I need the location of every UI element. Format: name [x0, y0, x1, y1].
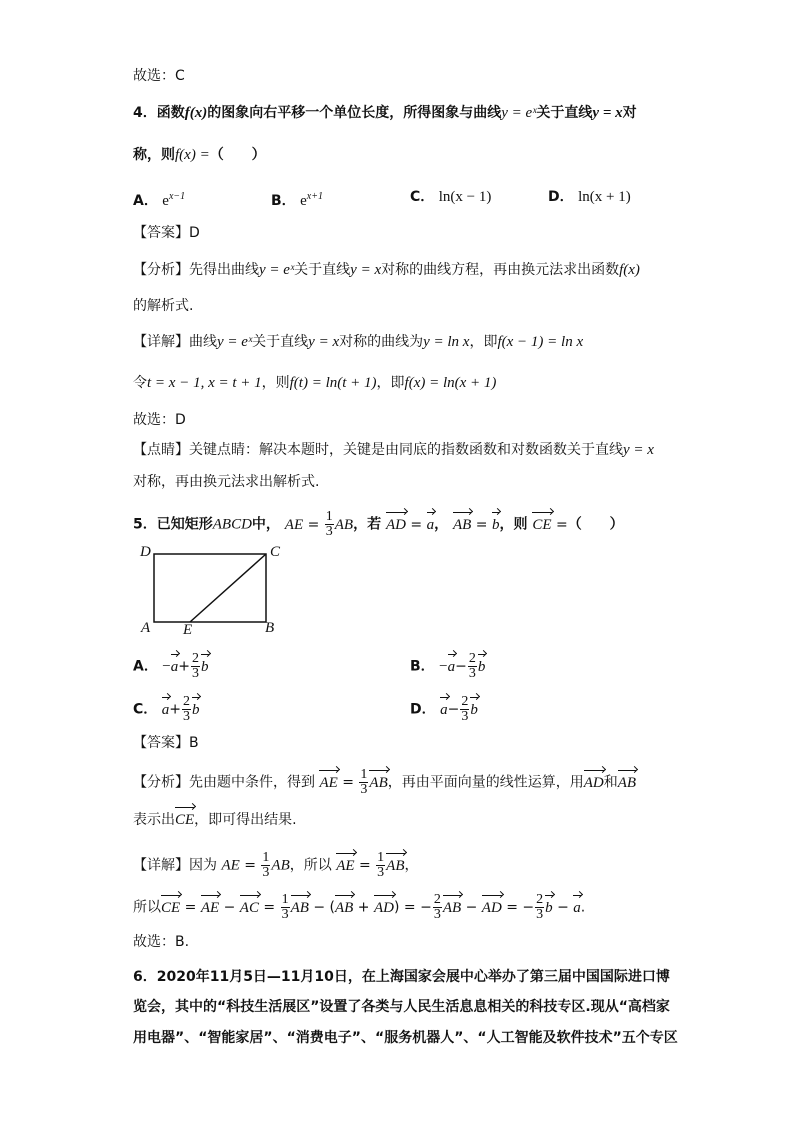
q5-od-a: a: [440, 701, 448, 718]
label-a: A: [141, 620, 151, 636]
question-6-line-1: 6．2020年11月5日—11月10日，在上海国家会展中心举办了第三届中国国际进口博: [133, 969, 670, 985]
q5-dv-ad2: AD: [481, 899, 502, 916]
q4-comment-tag: 【点睛】: [133, 442, 189, 458]
q5-option-b: B． −a− $\frac{2}{3}$ b: [410, 651, 486, 681]
q4-analysis-b: 关于直线: [294, 262, 351, 278]
q4-substitution: [133, 373, 496, 393]
q5-dv-ad1: AD: [373, 899, 394, 916]
q5-de-ae: AE: [221, 857, 240, 874]
question-5: [133, 510, 624, 539]
q4-analysis-yx: y = x: [350, 262, 382, 278]
q4-comment-yx: y = x: [623, 442, 654, 458]
q5-dv-n1: 1: [281, 892, 289, 907]
q4-option-b-label: B．: [271, 193, 296, 209]
label-d: D: [140, 544, 151, 560]
q4-math-yex: y = eˣ: [501, 105, 537, 121]
q4-sub-c: ，即: [376, 375, 405, 391]
q5-option-a-label: A．: [133, 658, 158, 675]
q4-detail-a: 曲线: [189, 334, 217, 350]
q5-text-d: ，: [434, 516, 449, 533]
q5-option-d: D． a− $\frac{2}{3}$ b: [410, 694, 478, 724]
q5-analysis-tag: 【分析】: [133, 774, 189, 791]
q4-detail-d: ，即: [469, 334, 498, 350]
q4-text-a: 4．函数: [133, 105, 185, 121]
q5-text-e: ，则: [499, 516, 528, 533]
q5-analysis-c: 和: [603, 774, 618, 791]
q4-text-f: （ ）: [209, 147, 266, 163]
q4-option-a: [133, 187, 185, 211]
q4-option-c: [410, 187, 491, 207]
q5-de-ab: AB: [271, 857, 290, 874]
q5-od-b: b: [470, 701, 478, 718]
q4-analysis-line-2: 的解析式.: [133, 298, 194, 314]
q5-dv-ab1: AB: [290, 899, 309, 916]
q5-oc-den: 3: [182, 709, 190, 724]
q5-text-a: 5．已知矩形: [133, 516, 213, 533]
q5-an-den: 3: [360, 782, 368, 797]
q5-an-ce: CE: [175, 812, 195, 828]
q4-analysis-a: 先得出曲线: [189, 262, 259, 278]
q4-option-a-val: e: [162, 193, 169, 209]
q4-sub-fx: f(x) = ln(x + 1): [404, 375, 497, 391]
answer-choice-prev: 故选：C: [133, 68, 185, 84]
q5-analysis-d: 表示出: [133, 812, 175, 828]
q4-detail-flnx: f(x − 1) = ln x: [497, 334, 584, 350]
question-4-line-2: [133, 145, 266, 165]
q4-text-d: 对: [622, 105, 637, 121]
q5-abcd: ABCD: [212, 516, 252, 533]
q5-vec-b: b: [491, 516, 500, 533]
q4-choice: 故选：D: [133, 412, 186, 428]
q4-detail-yx: y = x: [308, 334, 340, 350]
q5-dv-ce: CE: [161, 899, 181, 916]
q5-de-den: 3: [262, 865, 270, 880]
q5-detail-a: 因为: [189, 857, 217, 874]
q5-an-num: 1: [360, 767, 368, 782]
q4-option-b: [271, 187, 323, 211]
q5-frac-den: 3: [325, 524, 333, 539]
q5-ae-eq: AE = $\frac{1}{3}$ AB: [284, 509, 354, 539]
q5-oc-b: b: [191, 701, 200, 718]
q5-vec-ad: AD: [385, 516, 406, 533]
q5-derivation-label: 所以: [133, 899, 161, 916]
q4-analysis-yex: y = eˣ: [259, 262, 295, 278]
q4-math-fx: f(x): [184, 105, 208, 121]
q5-dv-ae: AE: [200, 899, 220, 916]
q5-dv-n3: 2: [536, 892, 544, 907]
q4-sub-t: t = x − 1, x = t + 1: [147, 375, 262, 391]
q5-ob-a: a: [447, 658, 456, 675]
q4-option-d: [548, 187, 631, 207]
q5-ae: AE: [284, 516, 304, 533]
q4-answer: 【答案】D: [133, 225, 200, 241]
q4-option-a-label: A．: [133, 193, 158, 209]
q5-dv-ab2: AB: [335, 899, 354, 916]
q5-de-vae: AE: [336, 857, 355, 874]
q5-ob-b: b: [477, 658, 486, 675]
question-6-line-2: 览会，其中的“科技生活展区”设置了各类与人民生活息息相关的科技专区.现从“高档家: [133, 999, 670, 1015]
q5-analysis: 【分析】先由题中条件，得到 AE = $\frac{1}{3}$ AB，再由平面向量的线性运算，用AD和AB: [133, 767, 637, 797]
q4-analysis: [133, 260, 640, 280]
q5-derivation: 所以CE = AE − AC = $\frac{1}{3}$ AB − (AB + AD) = − $\frac{2}{3}$ AB − AD = − $\frac{2}{3}$ b − a.: [133, 892, 586, 922]
q5-vec-ab: AB: [452, 516, 472, 533]
q4-option-c-label: C．: [410, 189, 435, 205]
q4-analysis-tag: 【分析】: [133, 262, 189, 278]
q4-option-c-val: ln(x − 1): [438, 189, 492, 205]
q5-text-f: （ ）: [567, 516, 624, 533]
q5-ob-num: 2: [468, 651, 476, 666]
q4-sub-a: 令: [133, 375, 147, 391]
q5-de-den2: 3: [377, 865, 385, 880]
q5-text-b: 中，: [251, 516, 280, 533]
q5-answer: 【答案】B: [133, 735, 199, 751]
q5-dv-d2: 3: [433, 907, 441, 922]
question-6-line-3: 用电器”、“智能家居”、“消费电子”、“服务机器人”、“人工智能及软件技术”五个专区: [133, 1030, 678, 1046]
q5-ab: AB: [334, 516, 354, 533]
q4-math-fxeq: f(x) =: [175, 147, 210, 163]
q5-detail-c: ，: [404, 857, 419, 874]
q5-de-num2: 1: [377, 850, 385, 865]
q4-analysis-fx: f(x): [619, 262, 640, 278]
q4-option-d-val: ln(x + 1): [578, 189, 631, 205]
q5-option-d-label: D．: [410, 701, 436, 718]
q5-dv-d1: 3: [281, 907, 289, 922]
label-c: C: [270, 544, 281, 560]
q5-od-den: 3: [461, 709, 469, 724]
q5-text-c: ，若: [353, 516, 382, 533]
q5-dv-a: a: [573, 899, 581, 916]
q5-analysis-b: ，再由平面向量的线性运算，用: [387, 774, 584, 791]
q5-vec-a: a: [426, 516, 435, 533]
q5-de-num: 1: [262, 850, 270, 865]
q5-oa-a: a: [170, 658, 179, 675]
q4-option-b-sup: x+1: [306, 191, 323, 202]
q5-dv-ac: AC: [239, 899, 259, 916]
q5-ad-eq: AD = a: [385, 516, 435, 533]
q4-text-e: 称，则: [133, 147, 175, 163]
q5-ce-eq: CE =: [532, 516, 568, 533]
q4-sub-b: ，则: [261, 375, 290, 391]
q5-vec-ce: CE: [532, 516, 552, 533]
q5-an-ad: AD: [583, 774, 604, 791]
q5-detail-tag: 【详解】: [133, 857, 189, 874]
q5-analysis-line-2: [133, 810, 297, 830]
q5-oa-num: 2: [192, 651, 199, 666]
q4-detail-b: 关于直线: [252, 334, 309, 350]
q5-option-c: C． a+ $\frac{2}{3}$ b: [133, 694, 200, 724]
q4-detail-ylnx: y = ln x: [423, 334, 470, 350]
q5-frac-num: 1: [325, 509, 333, 524]
q5-ob-den: 3: [468, 666, 476, 681]
q5-de-vab: AB: [386, 857, 405, 874]
q5-oa-b: b: [201, 658, 209, 675]
q5-analysis-e: ，即可得出结果.: [194, 812, 297, 828]
q5-od-num: 2: [461, 694, 469, 709]
q4-option-b-val: e: [300, 193, 307, 209]
q5-an-ab: AB: [369, 774, 388, 791]
q4-detail-yex: y = eˣ: [217, 334, 253, 350]
q4-sub-ft: f(t) = ln(t + 1): [289, 375, 377, 391]
q5-ab-eq: AB = b: [452, 516, 500, 533]
q5-oc-a: a: [161, 701, 170, 718]
q4-detail-c: 对称的曲线为: [339, 334, 424, 350]
q5-option-c-label: C．: [133, 701, 158, 718]
q5-analysis-a: 先由题中条件，得到: [189, 774, 315, 791]
q4-detail-tag: 【详解】: [133, 334, 189, 350]
q5-an-ae: AE: [319, 774, 338, 791]
q5-option-b-label: B．: [410, 658, 435, 675]
q5-dv-b: b: [545, 899, 553, 916]
q5-dv-n2: 2: [433, 892, 441, 907]
q4-text-c: 关于直线: [536, 105, 593, 121]
q4-text-b: 的图象向右平移一个单位长度，所得图象与曲线: [207, 105, 502, 121]
question-4-line-1: [133, 103, 637, 123]
q4-analysis-c: 对称的曲线方程，再由换元法求出函数: [381, 262, 620, 278]
q5-dv-d3: 3: [536, 907, 544, 922]
q5-oa-den: 3: [192, 666, 199, 681]
q4-option-d-label: D．: [548, 189, 574, 205]
q5-detail-b: ，所以: [289, 857, 332, 874]
label-b: B: [265, 620, 275, 636]
q4-option-a-sup: x−1: [168, 191, 186, 202]
q5-dv-ab3: AB: [442, 899, 462, 916]
q5-choice: 故选：B.: [133, 934, 190, 950]
q5-an-ab2: AB: [617, 774, 637, 791]
q4-math-yx: y = x: [592, 105, 623, 121]
q5-oc-num: 2: [182, 694, 190, 709]
segment-ec: [190, 554, 266, 622]
label-e: E: [183, 622, 193, 638]
q4-comment-line-2: 对称，再由换元法求出解析式.: [133, 474, 320, 490]
q5-option-a: A． −a+ $\frac{2}{3}$ b: [133, 651, 209, 681]
q4-comment-a: 关键点睛：解决本题时，关键是由同底的指数函数和对数函数关于直线: [189, 442, 623, 458]
q5-detail: 【详解】因为 AE = $\frac{1}{3}$ AB，所以 AE = $\frac{1}{3}$ AB，: [133, 850, 419, 880]
rectangle-abcd: [154, 554, 266, 622]
q4-detail: [133, 332, 583, 352]
q4-comment: [133, 440, 654, 460]
q5-frac: [325, 510, 334, 539]
